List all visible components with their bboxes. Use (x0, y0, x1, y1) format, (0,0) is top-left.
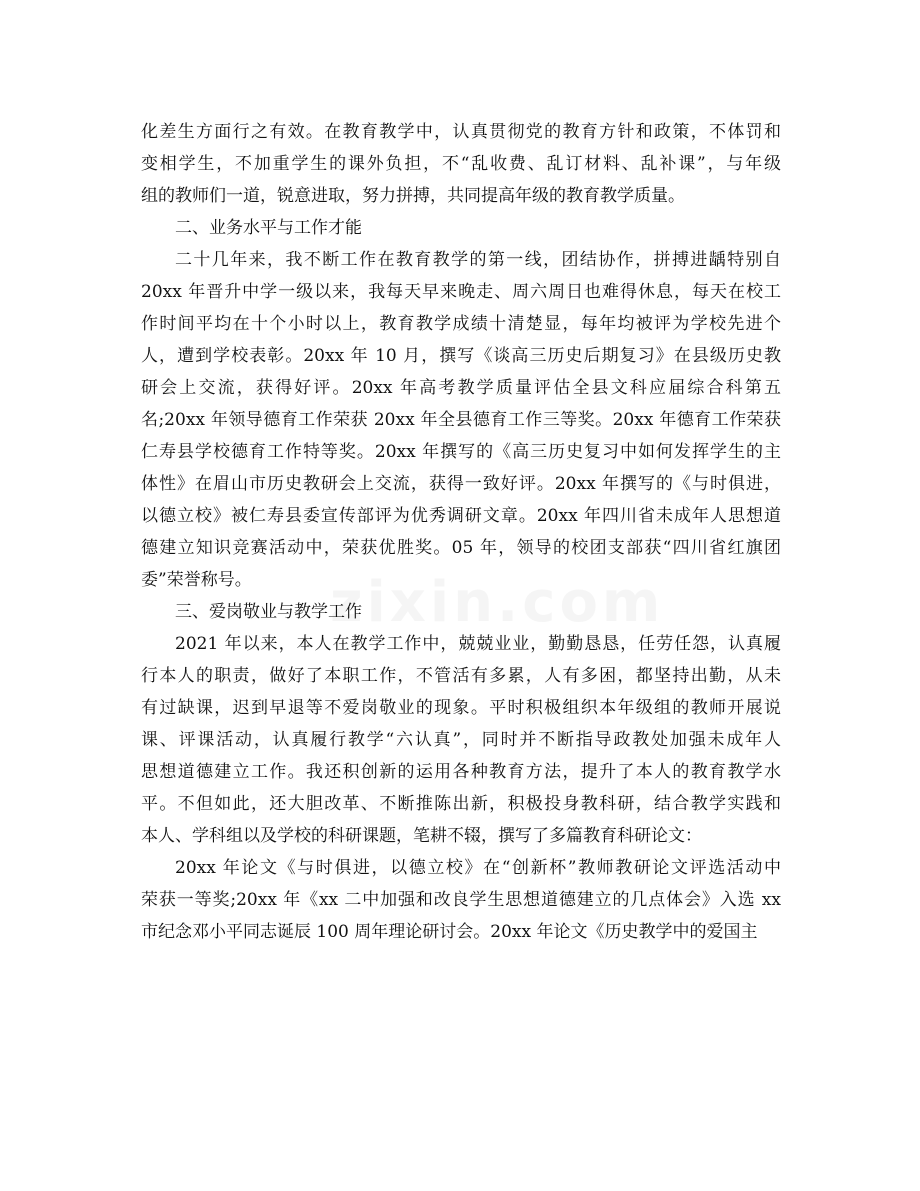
text-line: 有过缺课，迟到早退等不爱岗敬业的现象。平时积极组织本年级组的教师开展说 (141, 698, 781, 718)
text-line: 二、业务水平与工作才能 (175, 218, 362, 238)
text-line: 名;20xx 年领导德育工作荣获 20xx 年全县德育工作三等奖。20xx 年德育工作荣获 (141, 410, 781, 430)
text-line: 平。不但如此，还大胆改革、不断推陈出新，积极投身教科研，结合教学实践和 (141, 794, 781, 814)
text-line: 以德立校》被仁寿县委宣传部评为优秀调研文章。20xx 年四川省未成年人思想道 (141, 506, 781, 526)
text-line: 三、爱岗敬业与教学工作 (175, 602, 362, 622)
text-line: 仁寿县学校德育工作特等奖。20xx 年撰写的《高三历史复习中如何发挥学生的主 (141, 442, 781, 462)
text-line: 作时间平均在十个小时以上，教育教学成绩十清楚显，每年均被评为学校先进个 (141, 314, 781, 334)
text-line: 20xx 年论文《与时俱进，以德立校》在“创新杯”教师教研论文评选活动中 (175, 858, 781, 878)
watermark: zixin.com (330, 570, 665, 635)
text-line: 本人、学科组以及学校的科研课题，笔耕不辍，撰写了多篇教育科研论文： (141, 826, 702, 846)
text-line: 市纪念邓小平同志诞辰 100 周年理论研讨会。20xx 年论文《历史教学中的爱国主 (141, 922, 758, 942)
text-line: 行本人的职责，做好了本职工作，不管活有多累，人有多困，都坚持出勤，从未 (141, 666, 781, 686)
text-line: 化差生方面行之有效。在教育教学中，认真贯彻党的教育方针和政策，不体罚和 (141, 122, 781, 142)
text-line: 组的教师们一道，锐意进取，努力拼搏，共同提高年级的教育教学质量。 (141, 186, 685, 206)
section-heading-3 (141, 596, 781, 628)
text-line: 体性》在眉山市历史教研会上交流，获得一致好评。20xx 年撰写的《与时俱进， (141, 474, 781, 494)
text-line: 二十几年来，我不断工作在教育教学的第一线，团结协作，拼搏进龋特别自 (175, 250, 781, 270)
paragraph-section-2 (141, 244, 781, 596)
text-line: 人，遭到学校表彰。20xx 年 10 月，撰写《谈高三历史后期复习》在县级历史教 (141, 346, 781, 366)
section-heading-2 (141, 212, 781, 244)
paragraph-section-3 (141, 628, 781, 852)
text-line: 2021 年以来，本人在教学工作中，兢兢业业，勤勤恳恳，任劳任怨，认真履 (175, 634, 781, 654)
text-line: 研会上交流，获得好评。20xx 年高考教学质量评估全县文科应届综合科第五 (141, 378, 781, 398)
text-line: 课、评课活动，认真履行教学“六认真”，同时并不断指导政教处加强未成年人 (141, 730, 781, 750)
paragraph-papers (141, 852, 781, 948)
text-line: 德建立知识竞赛活动中，荣获优胜奖。05 年，领导的校团支部获“四川省红旗团 (141, 538, 781, 558)
text-line: 思想道德建立工作。我还积创新的运用各种教育方法，提升了本人的教育教学水 (141, 762, 781, 782)
text-line: 荣获一等奖;20xx 年《xx 二中加强和改良学生思想道德建立的几点体会》入选 xx (141, 890, 781, 910)
text-line: 变相学生，不加重学生的课外负担，不“乱收费、乱订材料、乱补课”，与年级 (141, 154, 781, 174)
text-line: 委”荣誉称号。 (141, 570, 252, 590)
document-body (141, 116, 781, 948)
text-line: 20xx 年晋升中学一级以来，我每天早来晚走、周六周日也难得休息，每天在校工 (141, 282, 781, 302)
paragraph-intro-continued (141, 116, 781, 212)
